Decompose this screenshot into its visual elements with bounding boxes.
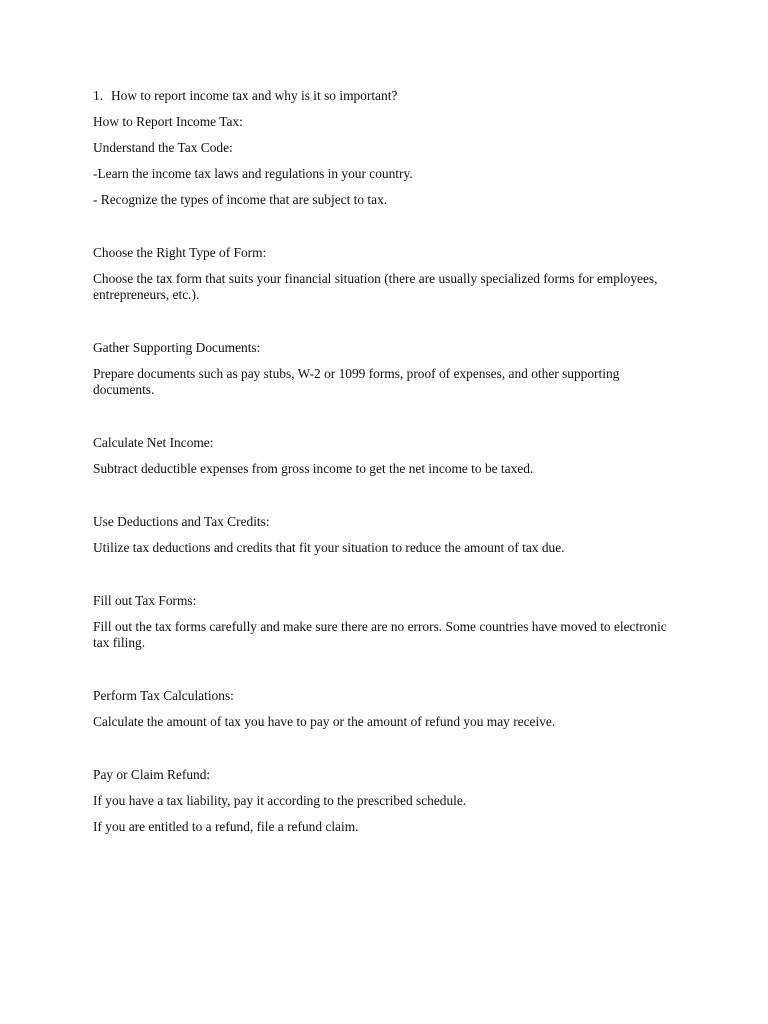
question-text: How to report income tax and why is it so important? [111,88,398,103]
section-body-form: Choose the tax form that suits your financial situation (there are usually specialized forms for employees, entrepreneurs, etc.). [93,271,658,302]
section-heading-calculations: Perform Tax Calculations: [93,688,234,703]
section-heading-documents: Gather Supporting Documents: [93,340,261,355]
section-body-documents: Prepare documents such as pay stubs, W-2 or 1099 forms, proof of expenses, and other supporting documents. [93,366,620,397]
section-body-deductions: Utilize tax deductions and credits that fit your situation to reduce the amount of tax due. [93,540,565,555]
section-heading-fill-forms: Fill out Tax Forms: [93,593,197,608]
section-heading-net-income: Calculate Net Income: [93,435,214,450]
question-number: 1. [93,88,104,103]
section-body-calculations: Calculate the amount of tax you have to pay or the amount of refund you may receive. [93,714,556,729]
intro-subheading: Understand the Tax Code: [93,140,233,155]
section-body-pay-refund: If you have a tax liability, pay it according to the prescribed schedule. [93,793,467,808]
section-heading-pay-refund: Pay or Claim Refund: [93,767,211,782]
section-body-fill-forms: Fill out the tax forms carefully and make sure there are no errors. Some countries have moved to electronic tax filing. [93,619,667,650]
document-page [93,88,673,835]
intro-bullet-1: -Learn the income tax laws and regulations in your country. [93,166,413,181]
question-line [93,88,673,104]
section-body-net-income: Subtract deductible expenses from gross income to get the net income to be taxed. [93,461,534,476]
section-body-pay-refund-2: If you are entitled to a refund, file a refund claim. [93,819,359,834]
section-heading-form: Choose the Right Type of Form: [93,245,267,260]
intro-heading: How to Report Income Tax: [93,114,243,129]
intro-bullet-2: - Recognize the types of income that are subject to tax. [93,192,388,207]
section-heading-deductions: Use Deductions and Tax Credits: [93,514,270,529]
